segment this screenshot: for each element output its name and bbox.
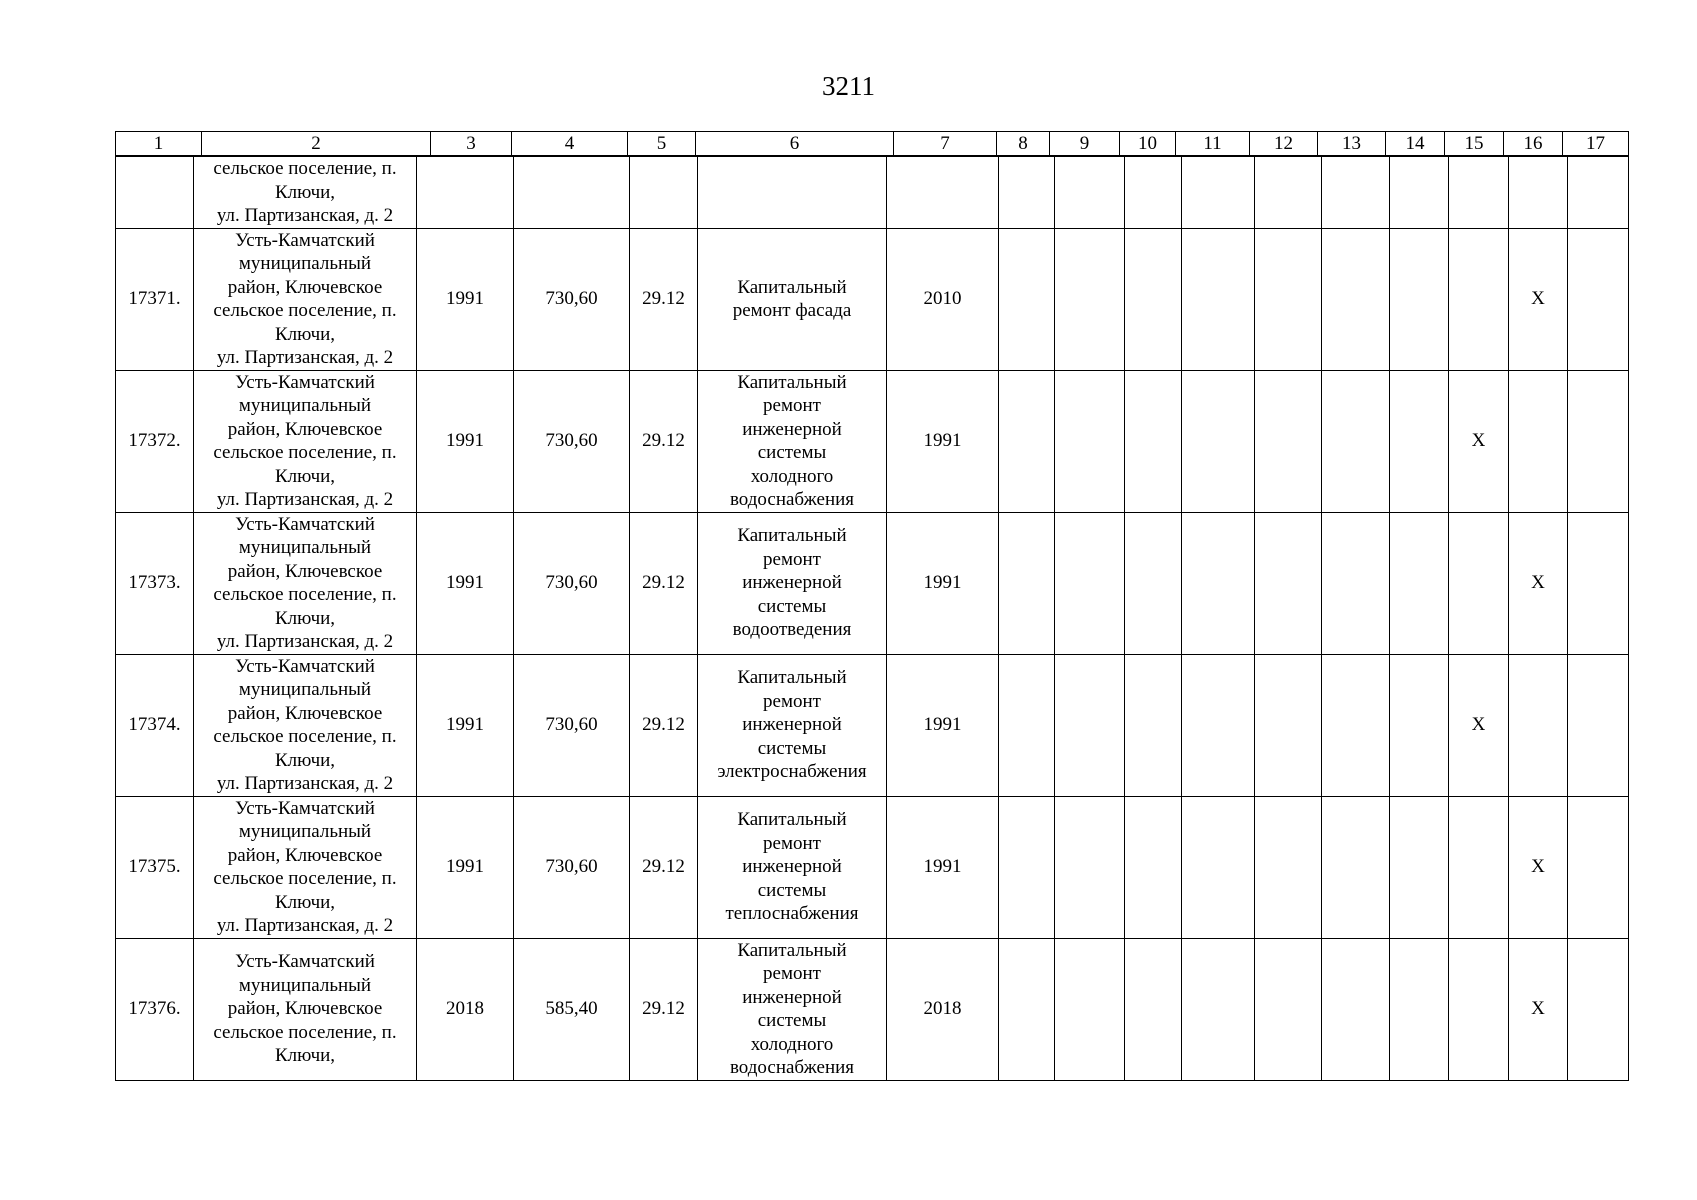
work-type-cell: Капитальный ремонт инженерной системы электроснабжения <box>698 654 887 796</box>
col-9-cell <box>1055 157 1125 229</box>
work-type-cell <box>698 157 887 229</box>
col-8-cell <box>999 228 1055 370</box>
row-number: 17372. <box>116 370 194 512</box>
col-11-cell <box>1182 796 1255 938</box>
area-cell: 730,60 <box>514 512 630 654</box>
col-12-cell <box>1255 938 1322 1080</box>
header-column-7: 7 <box>894 132 997 156</box>
code-cell: 29.12 <box>630 938 698 1080</box>
col-10-cell <box>1125 796 1182 938</box>
col-13-cell <box>1322 938 1390 1080</box>
col-13-cell <box>1322 370 1390 512</box>
col-11-cell <box>1182 370 1255 512</box>
col-12-cell <box>1255 654 1322 796</box>
work-type-cell: Капитальный ремонт инженерной системы теплоснабжения <box>698 796 887 938</box>
col-9-cell <box>1055 796 1125 938</box>
address-cell: Усть-Камчатский муниципальный район, Ключевское сельское поселение, п. Ключи, ул. Партизанская, д. 2 <box>194 370 417 512</box>
col-12-cell <box>1255 796 1322 938</box>
col-16-cell: X <box>1509 938 1568 1080</box>
col-8-cell <box>999 512 1055 654</box>
col-11-cell <box>1182 938 1255 1080</box>
header-column-5: 5 <box>628 132 696 156</box>
col-15-cell <box>1449 796 1509 938</box>
address-cell: Усть-Камчатский муниципальный район, Ключевское сельское поселение, п. Ключи, ул. Партизанская, д. 2 <box>194 512 417 654</box>
area-cell: 730,60 <box>514 654 630 796</box>
work-year-cell: 1991 <box>887 654 999 796</box>
build-year-cell: 1991 <box>417 654 514 796</box>
address-cell: Усть-Камчатский муниципальный район, Ключевское сельское поселение, п. Ключи, ул. Партизанская, д. 2 <box>194 228 417 370</box>
work-year-cell: 2018 <box>887 938 999 1080</box>
build-year-cell: 1991 <box>417 228 514 370</box>
col-15-cell <box>1449 228 1509 370</box>
address-cell: Усть-Камчатский муниципальный район, Ключевское сельское поселение, п. Ключи, ул. Партизанская, д. 2 <box>194 654 417 796</box>
row-number: 17371. <box>116 228 194 370</box>
col-14-cell <box>1390 370 1449 512</box>
column-number-header <box>115 131 1629 156</box>
col-16-cell <box>1509 157 1568 229</box>
table-row <box>116 370 1629 512</box>
header-column-13: 13 <box>1318 132 1386 156</box>
col-8-cell <box>999 157 1055 229</box>
header-column-16: 16 <box>1504 132 1563 156</box>
row-number: 17376. <box>116 938 194 1080</box>
col-16-cell: X <box>1509 512 1568 654</box>
work-type-cell: Капитальный ремонт фасада <box>698 228 887 370</box>
col-10-cell <box>1125 938 1182 1080</box>
col-14-cell <box>1390 796 1449 938</box>
work-year-cell <box>887 157 999 229</box>
work-type-cell: Капитальный ремонт инженерной системы холодного водоснабжения <box>698 370 887 512</box>
col-12-cell <box>1255 157 1322 229</box>
col-9-cell <box>1055 512 1125 654</box>
table-row <box>116 654 1629 796</box>
header-column-10: 10 <box>1120 132 1176 156</box>
header-column-6: 6 <box>696 132 894 156</box>
header-column-1: 1 <box>116 132 202 156</box>
code-cell <box>630 157 698 229</box>
header-column-2: 2 <box>202 132 431 156</box>
col-16-cell: X <box>1509 228 1568 370</box>
col-9-cell <box>1055 654 1125 796</box>
header-column-4: 4 <box>512 132 628 156</box>
col-11-cell <box>1182 228 1255 370</box>
build-year-cell <box>417 157 514 229</box>
col-17-cell <box>1568 370 1629 512</box>
header-column-3: 3 <box>431 132 512 156</box>
col-17-cell <box>1568 938 1629 1080</box>
col-9-cell <box>1055 938 1125 1080</box>
area-cell: 730,60 <box>514 370 630 512</box>
col-12-cell <box>1255 512 1322 654</box>
col-10-cell <box>1125 157 1182 229</box>
code-cell: 29.12 <box>630 370 698 512</box>
code-cell: 29.12 <box>630 796 698 938</box>
col-16-cell: X <box>1509 796 1568 938</box>
col-15-cell <box>1449 512 1509 654</box>
work-year-cell: 1991 <box>887 370 999 512</box>
table-row <box>116 796 1629 938</box>
table-row <box>116 228 1629 370</box>
work-type-cell: Капитальный ремонт инженерной системы водоотведения <box>698 512 887 654</box>
row-number: 17375. <box>116 796 194 938</box>
code-cell: 29.12 <box>630 512 698 654</box>
col-13-cell <box>1322 512 1390 654</box>
address-cell: Усть-Камчатский муниципальный район, Ключевское сельское поселение, п. Ключи, ул. Партизанская, д. 2 <box>194 796 417 938</box>
code-cell: 29.12 <box>630 654 698 796</box>
code-cell: 29.12 <box>630 228 698 370</box>
col-15-cell: X <box>1449 654 1509 796</box>
col-17-cell <box>1568 796 1629 938</box>
col-10-cell <box>1125 228 1182 370</box>
col-8-cell <box>999 370 1055 512</box>
col-14-cell <box>1390 512 1449 654</box>
col-17-cell <box>1568 228 1629 370</box>
build-year-cell: 1991 <box>417 512 514 654</box>
col-12-cell <box>1255 228 1322 370</box>
col-13-cell <box>1322 654 1390 796</box>
table-row <box>116 938 1629 1080</box>
row-number: 17373. <box>116 512 194 654</box>
col-14-cell <box>1390 938 1449 1080</box>
work-year-cell: 2010 <box>887 228 999 370</box>
col-8-cell <box>999 654 1055 796</box>
col-15-cell <box>1449 938 1509 1080</box>
repair-schedule-table <box>115 156 1629 1081</box>
col-11-cell <box>1182 157 1255 229</box>
col-14-cell <box>1390 228 1449 370</box>
col-10-cell <box>1125 370 1182 512</box>
col-13-cell <box>1322 796 1390 938</box>
area-cell: 585,40 <box>514 938 630 1080</box>
col-10-cell <box>1125 654 1182 796</box>
col-12-cell <box>1255 370 1322 512</box>
col-11-cell <box>1182 654 1255 796</box>
area-cell: 730,60 <box>514 228 630 370</box>
col-11-cell <box>1182 512 1255 654</box>
row-number <box>116 157 194 229</box>
header-column-12: 12 <box>1250 132 1318 156</box>
col-14-cell <box>1390 654 1449 796</box>
col-15-cell <box>1449 157 1509 229</box>
col-8-cell <box>999 938 1055 1080</box>
header-column-17: 17 <box>1563 132 1629 156</box>
col-8-cell <box>999 796 1055 938</box>
col-17-cell <box>1568 157 1629 229</box>
address-cell: Усть-Камчатский муниципальный район, Ключевское сельское поселение, п. Ключи, <box>194 938 417 1080</box>
row-number: 17374. <box>116 654 194 796</box>
table-row <box>116 512 1629 654</box>
work-year-cell: 1991 <box>887 512 999 654</box>
col-9-cell <box>1055 370 1125 512</box>
col-17-cell <box>1568 512 1629 654</box>
col-15-cell: X <box>1449 370 1509 512</box>
col-13-cell <box>1322 228 1390 370</box>
col-17-cell <box>1568 654 1629 796</box>
header-column-9: 9 <box>1050 132 1120 156</box>
page-number: 3211 <box>822 71 875 101</box>
col-9-cell <box>1055 228 1125 370</box>
header-column-15: 15 <box>1445 132 1504 156</box>
work-year-cell: 1991 <box>887 796 999 938</box>
col-16-cell <box>1509 370 1568 512</box>
table-row <box>116 157 1629 229</box>
header-column-14: 14 <box>1386 132 1445 156</box>
build-year-cell: 2018 <box>417 938 514 1080</box>
header-row <box>116 132 1629 156</box>
address-cell: сельское поселение, п. Ключи, ул. Партизанская, д. 2 <box>194 157 417 229</box>
build-year-cell: 1991 <box>417 796 514 938</box>
header-column-8: 8 <box>997 132 1050 156</box>
col-10-cell <box>1125 512 1182 654</box>
area-cell: 730,60 <box>514 796 630 938</box>
col-13-cell <box>1322 157 1390 229</box>
area-cell <box>514 157 630 229</box>
col-14-cell <box>1390 157 1449 229</box>
work-type-cell: Капитальный ремонт инженерной системы холодного водоснабжения <box>698 938 887 1080</box>
header-column-11: 11 <box>1176 132 1250 156</box>
build-year-cell: 1991 <box>417 370 514 512</box>
col-16-cell <box>1509 654 1568 796</box>
